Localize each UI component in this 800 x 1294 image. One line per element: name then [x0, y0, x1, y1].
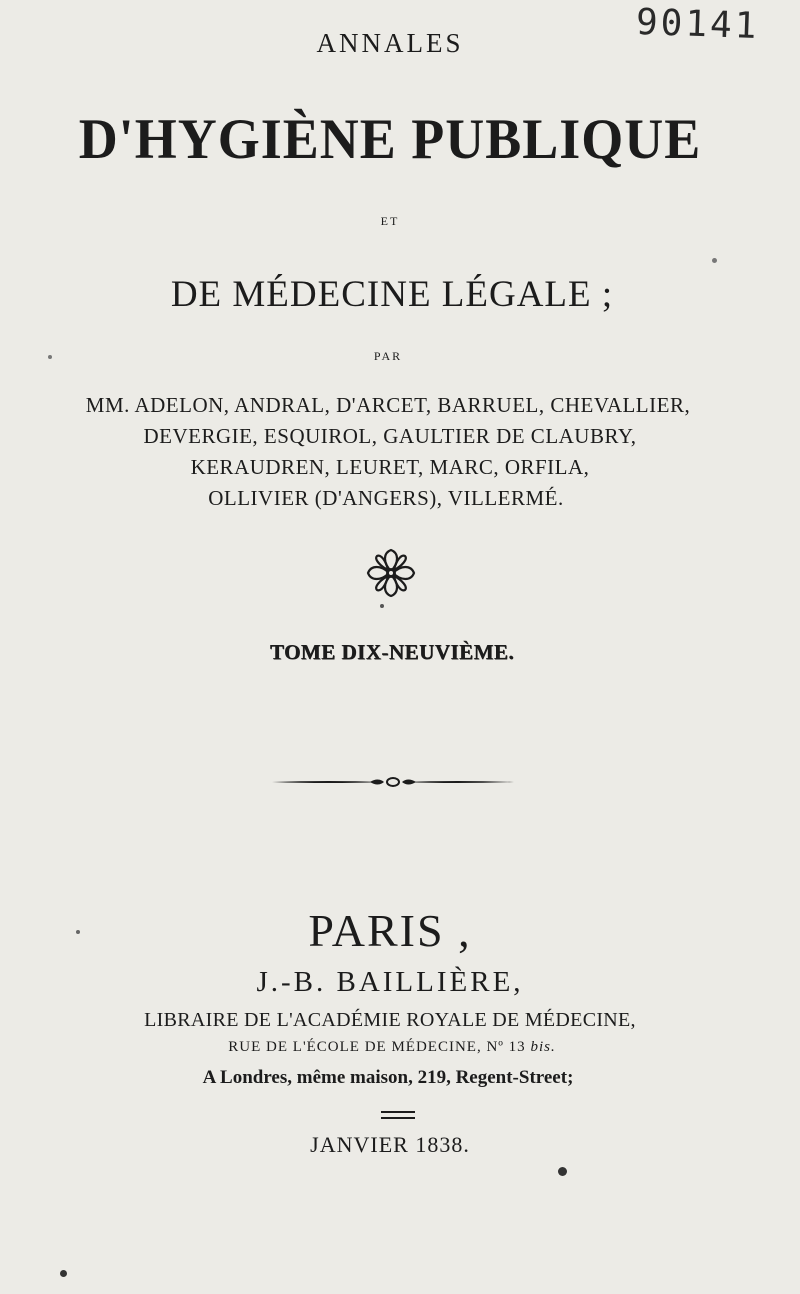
address-suffix: bis.	[530, 1039, 556, 1055]
paper-speck	[60, 1270, 67, 1277]
address-text: RUE DE L'ÉCOLE DE MÉDECINE, Nº 13	[228, 1039, 526, 1055]
paper-speck	[380, 604, 384, 608]
journal-subtitle: DE MÉDECINE LÉGALE ;	[170, 274, 614, 315]
london-imprint: A Londres, même maison, 219, Regent-Street;	[202, 1067, 574, 1088]
paper-speck	[76, 930, 80, 934]
paper-speck	[712, 258, 717, 263]
paper-speck	[558, 1167, 567, 1176]
authors-line: OLLIVIER (D'ANGERS), VILLERMÉ.	[208, 486, 564, 510]
publisher-title: LIBRAIRE DE L'ACADÉMIE ROYALE DE MÉDECINE,	[144, 1009, 636, 1031]
publisher-address	[0, 1040, 792, 1055]
authors-intro: PAR	[373, 349, 403, 363]
paper-speck	[48, 355, 52, 359]
series-name: ANNALES	[316, 28, 464, 58]
double-rule	[381, 1110, 415, 1120]
publication-date: JANVIER 1838.	[310, 1132, 470, 1157]
volume-label: TOME DIX-NEUVIÈME.	[269, 640, 515, 664]
publisher-name: J.-B. BAILLIÈRE,	[256, 966, 524, 998]
title-conjunction: ET	[380, 214, 400, 228]
journal-title: D'HYGIÈNE PUBLIQUE	[78, 107, 702, 171]
authors-line: KERAUDREN, LEURET, MARC, ORFILA,	[190, 455, 590, 479]
authors-line: MM. ADELON, ANDRAL, D'ARCET, BARRUEL, CHEVALLIER,	[85, 393, 691, 417]
imprint-city: PARIS ,	[308, 905, 472, 956]
ornamental-rule	[270, 772, 516, 792]
floral-rosette-icon	[365, 547, 417, 599]
library-stamp: 90141	[635, 1, 761, 48]
authors-line: DEVERGIE, ESQUIROL, GAULTIER DE CLAUBRY,	[143, 424, 637, 448]
